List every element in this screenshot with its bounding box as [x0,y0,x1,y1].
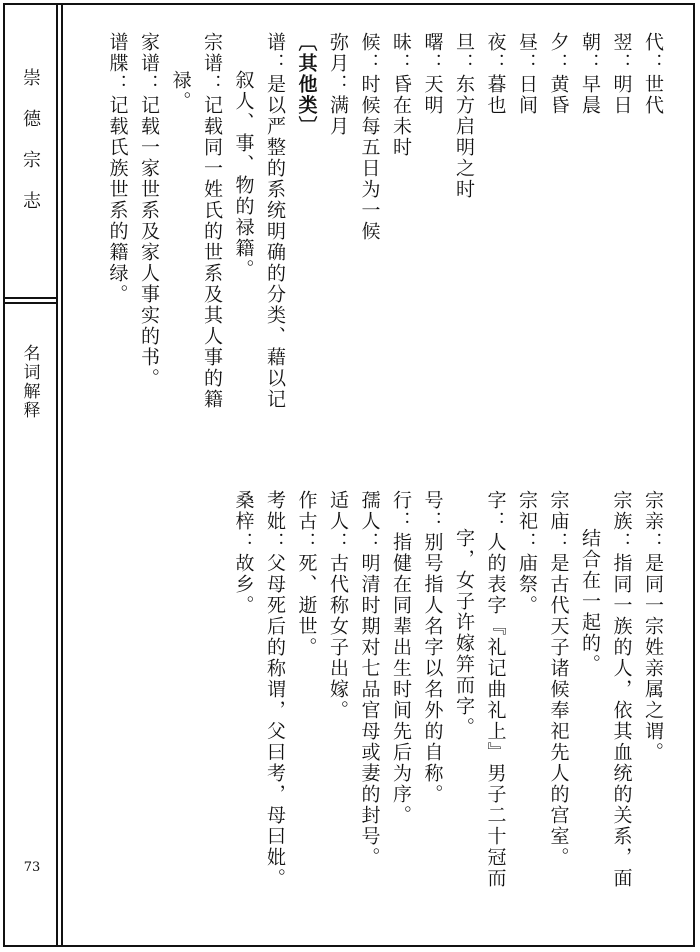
glossary-entry-continuation: 叙人、事、物的禄籍。 [232,70,255,280]
page-number: 73 [23,860,41,875]
glossary-entry-continuation: 禄。 [169,70,192,112]
glossary-entry: 曙：天明 [421,32,444,116]
glossary-entry: 宗谱：记载同一姓氏的世系及其人事的籍 [201,32,223,410]
section-title-char: 解 [23,382,41,403]
book-title-char: 宗 [23,150,41,171]
glossary-entry: 孺人：明清时期对七品官母或妻的封号。 [358,490,381,868]
section-title-char: 词 [23,363,41,384]
glossary-entry: 昧：昏在未时 [390,32,412,158]
glossary-entry-continuation: 结合在一起的。 [579,528,601,675]
glossary-entry: 朝：早晨 [579,32,601,116]
glossary-column-block-top [101,32,668,410]
margin-separator-bottom [5,302,57,304]
book-title-char: 志 [23,191,41,212]
glossary-entry: 代：世代 [642,32,664,116]
glossary-entry: 谱牒：记载氏族世系的籍绿。 [106,32,129,305]
glossary-entry: 字：人的表字『礼记曲礼上』男子二十冠而 [484,490,507,889]
glossary-entry: 作古：死、逝世。 [295,490,318,658]
glossary-entry: 宗祀：庙祭。 [516,490,538,616]
glossary-entry: 宗族：指同一族的人，依其血统的关系，面 [610,490,633,889]
glossary-entry: 适人：古代称女子出嫁。 [327,490,349,721]
glossary-entry: 翌：明日 [610,32,633,116]
section-title [14,345,50,421]
glossary-entry: 宗亲：是同一宗姓亲属之谓。 [642,490,664,763]
glossary-entry: 候：时候每五日为一候 [358,32,381,242]
book-title-char: 德 [23,109,41,130]
glossary-entry: 家谱：记载一家世系及家人事实的书。 [138,32,160,389]
glossary-entry: 夜：暮也 [484,32,507,116]
glossary-entry: 夕：黄昏 [547,32,570,116]
glossary-entry: 旦：东方启明之时 [453,32,475,200]
category-heading: 〔其他类〕 [295,32,318,137]
glossary-entry: 宗庙：是古代天子诸候奉祀先人的宫室。 [547,490,570,868]
glossary-entry: 谱：是以严整的系统明确的分类、藉以记 [264,32,286,410]
section-title-char: 释 [23,401,41,422]
book-title [14,70,50,211]
glossary-entry: 弥月：满月 [327,32,349,137]
glossary-entry: 桑梓：故乡。 [232,490,255,616]
glossary-entry-continuation: 字，女子许嫁笄而字。 [453,528,475,738]
glossary-entry: 考妣：父母死后的称谓，父曰考，母曰妣。 [264,490,286,889]
glossary-column-block-bottom [227,490,668,889]
glossary-entry: 号：别号指人名字以名外的自称。 [421,490,444,805]
glossary-entry: 行：指健在同辈出生时间先后为序。 [390,490,412,826]
margin-separator-top [5,297,57,299]
section-title-char: 名 [23,344,41,364]
glossary-entry: 昼：日间 [516,32,538,116]
book-title-char: 崇 [23,68,41,89]
margin-divider-outer [56,3,58,947]
margin-divider-inner [61,3,63,947]
